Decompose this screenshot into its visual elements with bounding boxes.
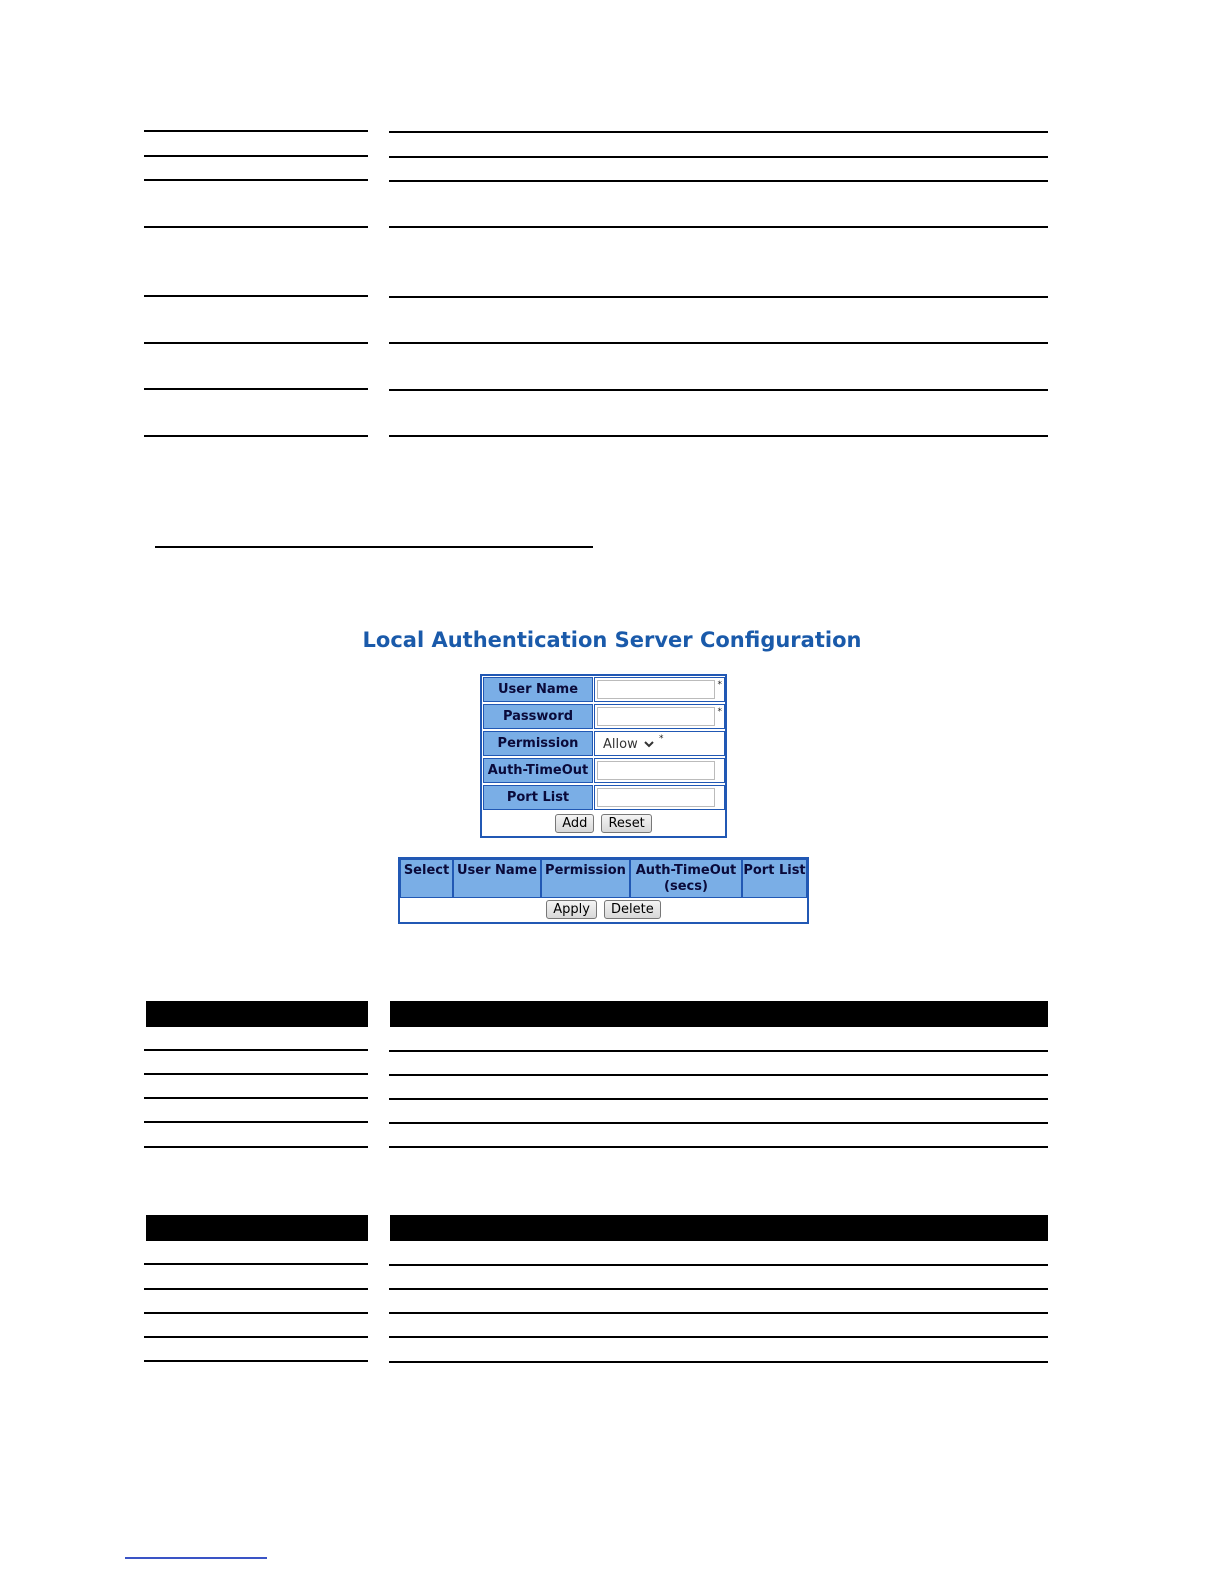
password-label: Password (483, 704, 593, 729)
column-header-port-list: Port List (742, 859, 807, 898)
port-list-input[interactable] (597, 788, 715, 807)
table-rule (389, 1098, 1048, 1100)
table-rule (389, 435, 1048, 437)
user-name-cell (594, 677, 725, 702)
table-rule (389, 1336, 1048, 1338)
table-rule (144, 226, 368, 228)
required-mark: * (659, 734, 664, 744)
section-heading-underline (155, 546, 593, 548)
table-button-row (400, 898, 807, 922)
port-list-label: Port List (483, 785, 593, 810)
table-rule (144, 179, 368, 181)
table-rule (144, 1121, 368, 1123)
users-table (398, 857, 809, 924)
table-rule (144, 1263, 368, 1265)
permission-select[interactable] (597, 734, 657, 754)
add-button[interactable]: Add (555, 814, 594, 833)
footer-link-underline[interactable] (125, 1557, 267, 1559)
table-rule (144, 295, 368, 297)
form-row-user-name (482, 676, 725, 702)
form-row-password (482, 703, 725, 729)
required-mark: * (717, 680, 722, 690)
table-rule (144, 1288, 368, 1290)
auth-timeout-input[interactable] (597, 761, 715, 780)
auth-config-form (480, 674, 727, 838)
column-header-permission: Permission (541, 859, 630, 898)
form-button-row (482, 812, 725, 836)
delete-button[interactable]: Delete (604, 900, 661, 919)
reset-button[interactable]: Reset (601, 814, 651, 833)
table-rule (144, 1146, 368, 1148)
table-rule (144, 1312, 368, 1314)
table-rule (144, 1360, 368, 1362)
table-rule (144, 388, 368, 390)
table-rule (144, 1336, 368, 1338)
table-rule (144, 1073, 368, 1075)
table-rule (144, 1097, 368, 1099)
auth-timeout-cell (594, 758, 725, 783)
table-header-bar (390, 1001, 1048, 1027)
table-rule (144, 1049, 368, 1051)
table-header-bar (390, 1215, 1048, 1241)
table-header-bar (146, 1001, 368, 1027)
column-header-auth-timeout: Auth-TimeOut (secs) (630, 859, 742, 898)
table-rule (389, 389, 1048, 391)
table-rule (144, 342, 368, 344)
form-row-port-list (482, 784, 725, 810)
permission-label: Permission (483, 731, 593, 756)
table-rule (389, 1264, 1048, 1266)
table-rule (389, 1361, 1048, 1363)
apply-button[interactable]: Apply (546, 900, 597, 919)
table-rule (389, 342, 1048, 344)
column-header-select: Select (400, 859, 453, 898)
column-header-user-name: User Name (453, 859, 541, 898)
table-rule (389, 1122, 1048, 1124)
table-rule (389, 226, 1048, 228)
table-rule (389, 1146, 1048, 1148)
table-rule (389, 1312, 1048, 1314)
required-mark: * (717, 707, 722, 717)
table-rule (389, 1050, 1048, 1052)
password-input[interactable] (597, 707, 715, 726)
auth-timeout-label: Auth-TimeOut (483, 758, 593, 783)
table-rule (144, 130, 368, 132)
table-rule (389, 156, 1048, 158)
user-name-label: User Name (483, 677, 593, 702)
table-rule (144, 435, 368, 437)
page-title: Local Authentication Server Configuration (362, 628, 862, 652)
table-rule (389, 131, 1048, 133)
table-rule (144, 155, 368, 157)
permission-cell (594, 731, 725, 756)
form-row-permission (482, 730, 725, 756)
table-rule (389, 1288, 1048, 1290)
table-rule (389, 180, 1048, 182)
form-row-auth-timeout (482, 757, 725, 783)
table-rule (389, 296, 1048, 298)
user-name-input[interactable] (597, 680, 715, 699)
port-list-cell (594, 785, 725, 810)
table-rule (389, 1074, 1048, 1076)
table-header-bar (146, 1215, 368, 1241)
password-cell (594, 704, 725, 729)
